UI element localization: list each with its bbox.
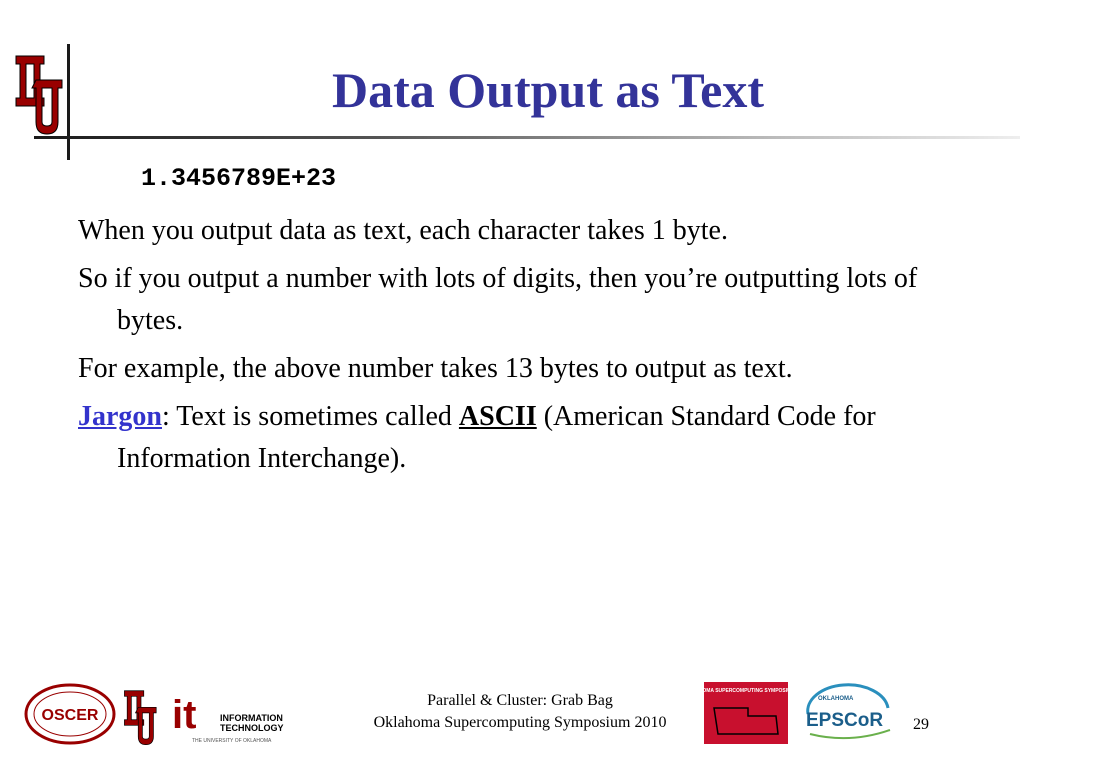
oscer-logo-text: OSCER [41,707,99,724]
footer-line-2: Oklahoma Supercomputing Symposium 2010 [373,714,667,731]
bullet-4-text-a: : Text is sometimes called [162,401,459,432]
symposium-logo-icon [684,682,808,744]
bullet-3: For example, the above number takes 13 bytes to output as text. [78,353,793,384]
bullet-2: So if you output a number with lots of digits, then you’re outputting lots of bytes. [78,263,918,336]
it-logo-sub1: INFORMATION [220,713,283,723]
horizontal-rule [34,136,1020,139]
it-logo-sub3: THE UNIVERSITY OF OKLAHOMA [192,738,272,744]
it-logo-main: it [172,693,197,737]
ou-small-logo-icon [120,688,162,746]
footer-caption [300,690,740,734]
footer-line-1: Parallel & Cluster: Grab Bag [427,692,613,709]
code-number: 1.3456789E+23 [141,164,337,193]
it-logo-sub2: TECHNOLOGY [220,723,284,733]
bullet-4 [78,396,958,480]
ascii-term: ASCII [458,401,537,432]
slide-title: Data Output as Text [331,62,765,118]
it-logo-icon [170,688,288,746]
symposium-logo-text: OKLAHOMA SUPERCOMPUTING SYMPOSIUM 2010 [684,688,808,694]
epscor-logo-icon [800,684,900,746]
symposium-logo-graphic [684,682,808,744]
slide-body [78,210,958,486]
bullet-1: When you output data as text, each character takes 1 byte. [78,215,728,246]
page-number: 29 [913,716,929,733]
jargon-link[interactable]: Jargon [78,401,162,432]
epscor-top-text: OKLAHOMA [818,696,854,702]
bullet-4-text-b: (American Standard Code for Information Interchange). [117,401,876,474]
epscor-text: EPSCoR [806,710,884,731]
oscer-logo-icon [24,683,116,745]
